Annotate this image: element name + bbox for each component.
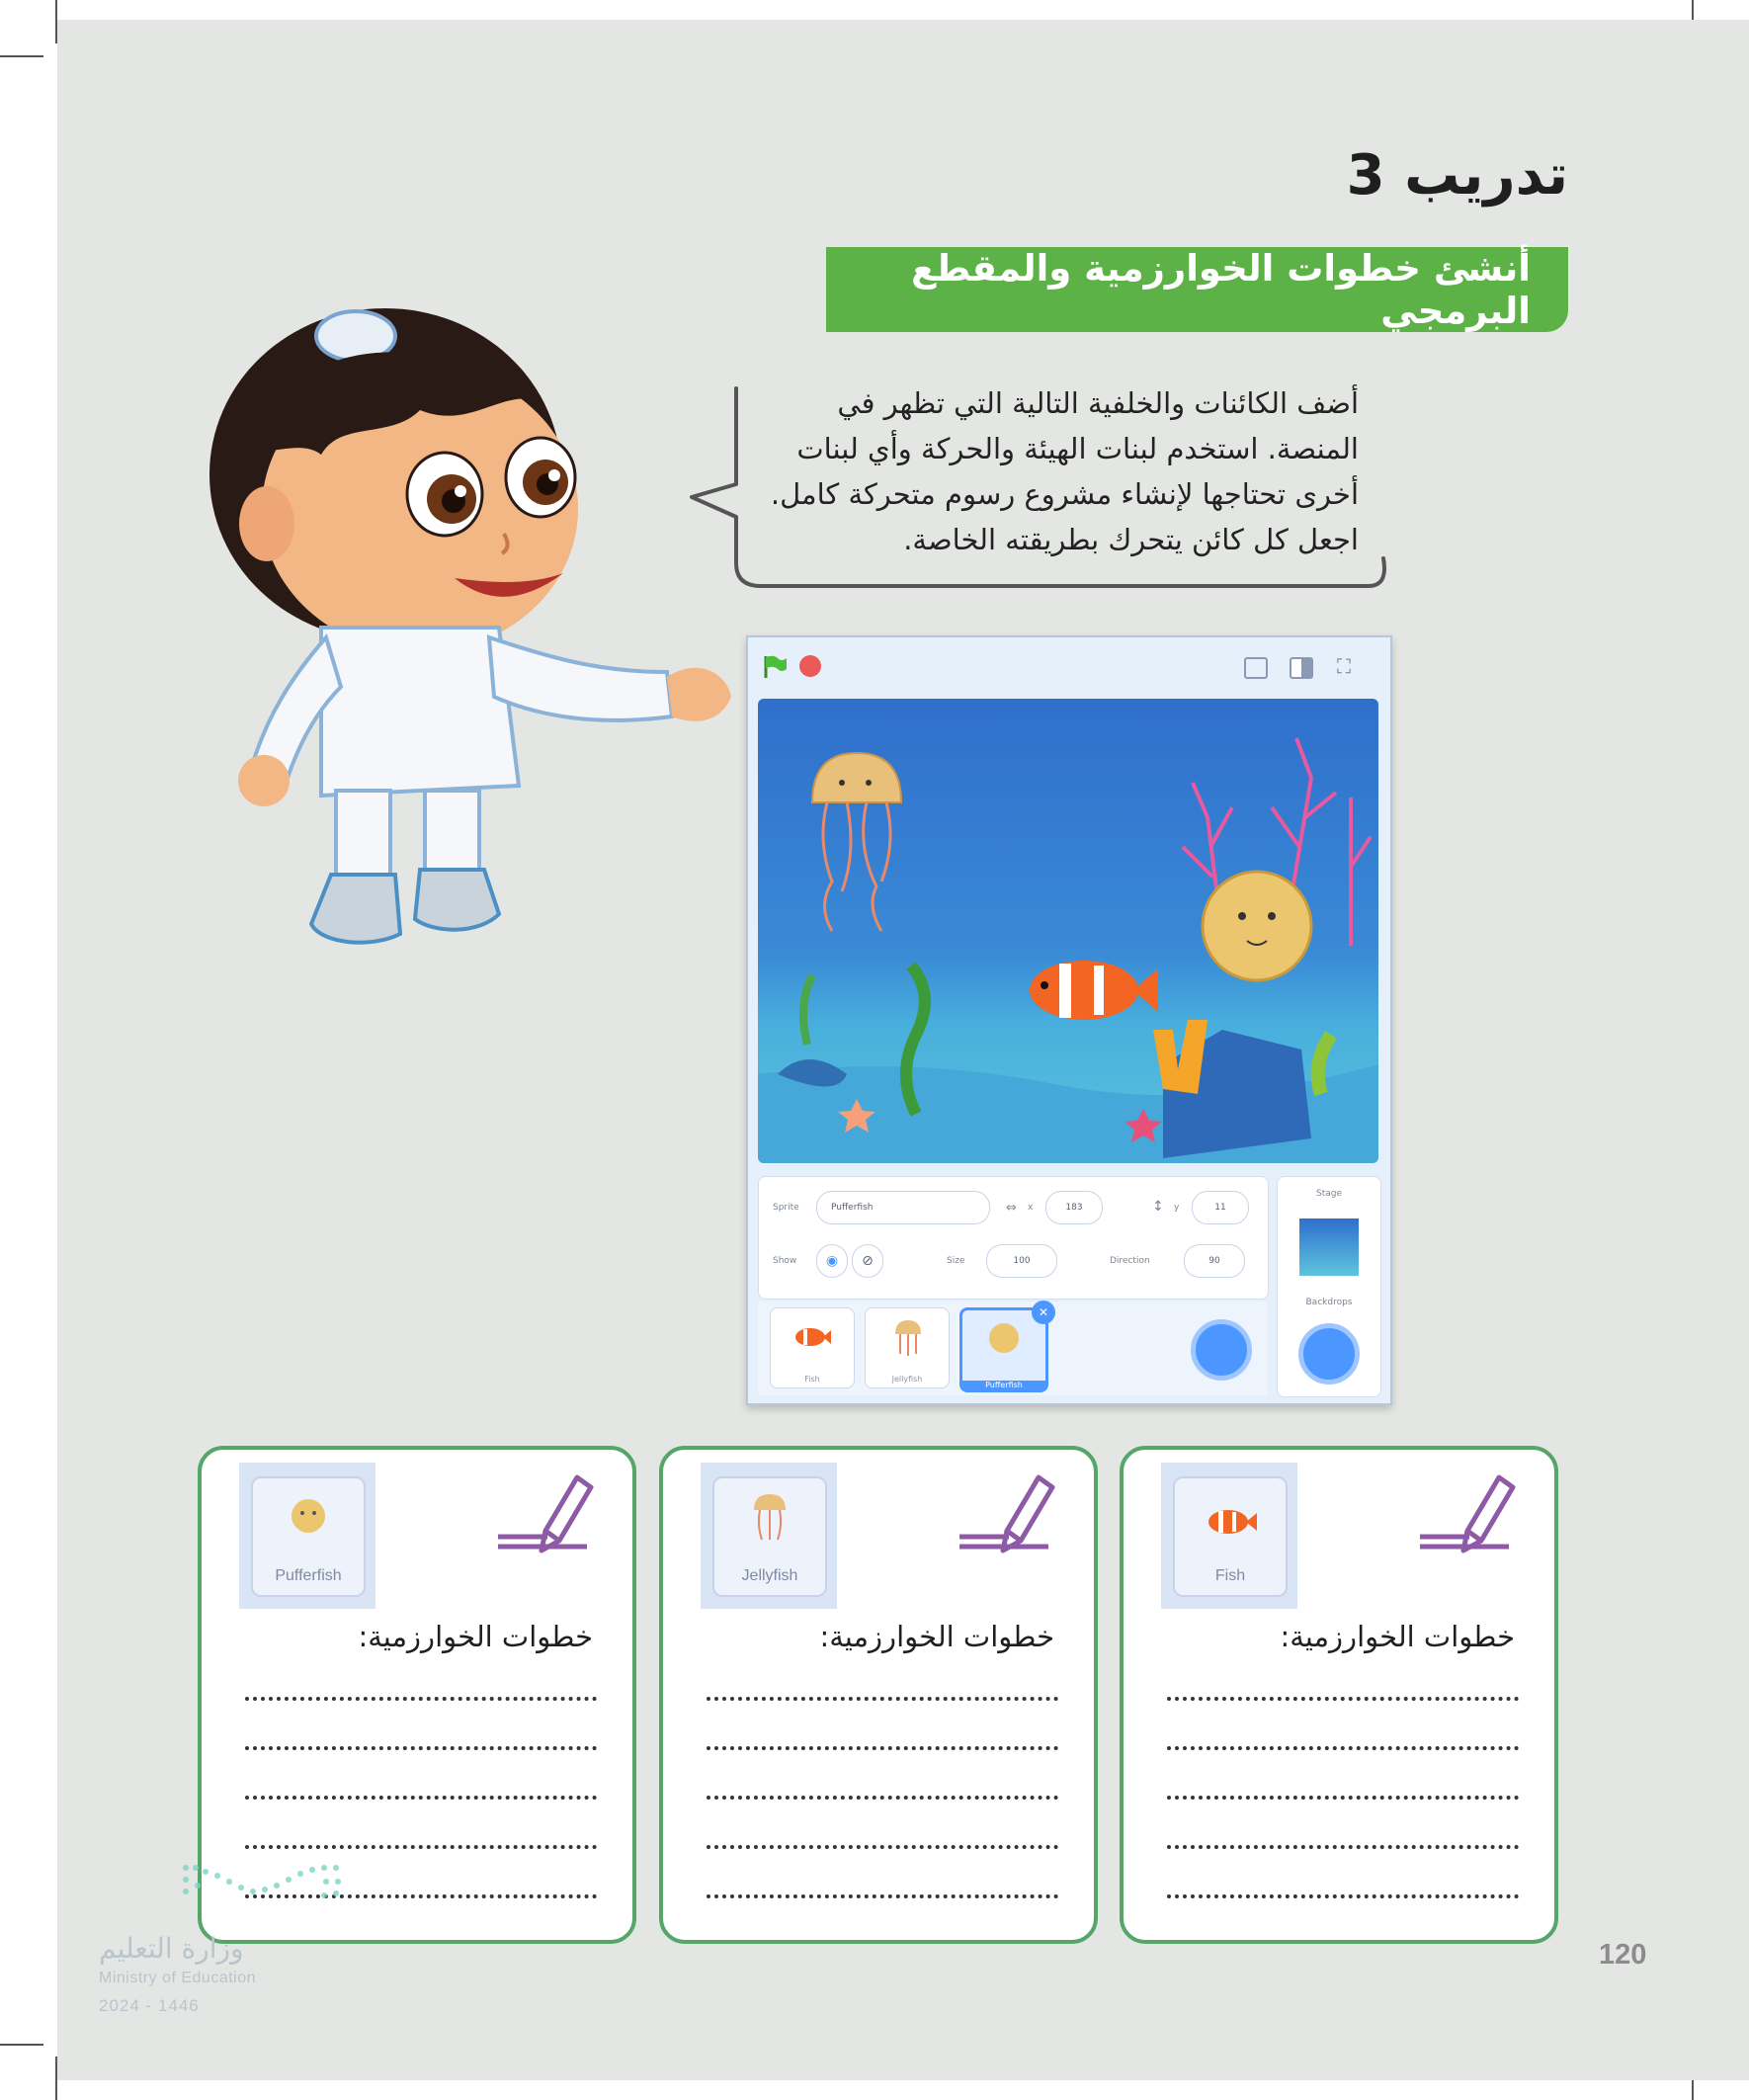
y-position-icon: ↕: [1152, 1199, 1164, 1215]
edition-year: 2024 - 1446: [99, 1996, 200, 2015]
page-number: 120: [1599, 1939, 1647, 1971]
sprite-image-label: Fish: [1214, 1567, 1246, 1584]
jellyfish-thumbnail-icon: [893, 1318, 923, 1358]
show-label: Show: [773, 1256, 797, 1266]
choose-backdrop-button[interactable]: [1298, 1323, 1360, 1385]
sprite-thumb-label: Pufferfish: [962, 1381, 1045, 1389]
scratch-editor-screenshot: [746, 635, 1392, 1405]
normal-stage-icon[interactable]: [1290, 657, 1313, 679]
fish-sprite-icon: [1205, 1504, 1258, 1540]
instructions-text: [766, 380, 1359, 562]
underwater-backdrop: [758, 699, 1378, 1163]
pencil-icon: [959, 1460, 1058, 1558]
y-field[interactable]: 11: [1192, 1191, 1249, 1224]
sprite-label: Sprite: [773, 1203, 799, 1213]
answer-line[interactable]: [1167, 1746, 1519, 1750]
stop-icon[interactable]: [799, 655, 821, 677]
size-field[interactable]: 100: [986, 1244, 1057, 1278]
instructions-line: أخرى تحتاجها لإنشاء مشروع رسوم متحركة كامل.: [770, 477, 1359, 511]
jellyfish-sprite-icon: [752, 1492, 788, 1542]
sprite-image-label: Jellyfish: [741, 1567, 798, 1584]
answer-line[interactable]: [1167, 1845, 1519, 1849]
show-eye-icon[interactable]: ◉: [816, 1244, 848, 1278]
pencil-icon: [498, 1460, 597, 1558]
sprite-thumb-pufferfish[interactable]: [959, 1307, 1048, 1392]
fish-thumbnail-icon: [792, 1324, 832, 1350]
ministry-name-arabic: وزارة التعليم: [99, 1932, 244, 1965]
x-label: x: [1028, 1203, 1034, 1213]
backdrop-thumbnail[interactable]: [1299, 1218, 1359, 1276]
sprite-image-fish: [1161, 1463, 1297, 1609]
direction-label: Direction: [1110, 1256, 1150, 1266]
sprite-image-jellyfish: [701, 1463, 837, 1609]
answer-line[interactable]: [245, 1746, 597, 1750]
answer-line[interactable]: [1167, 1894, 1519, 1898]
hide-eye-icon[interactable]: ⊘: [852, 1244, 883, 1278]
ministry-logo-dots: [178, 1858, 356, 1917]
delete-sprite-icon[interactable]: ✕: [1032, 1301, 1055, 1324]
task-banner: أنشئ خطوات الخوارزمية والمقطع البرمجي: [826, 247, 1568, 332]
sprite-image-label: Pufferfish: [275, 1567, 342, 1584]
stage-toolbar: [748, 637, 1390, 695]
green-flag-icon[interactable]: [762, 654, 788, 678]
sprite-thumb-fish[interactable]: [770, 1307, 855, 1388]
exercise-title: تدريب 3: [1346, 143, 1568, 208]
algorithm-steps-heading: خطوات الخوارزمية:: [819, 1620, 1054, 1653]
algorithm-steps-heading: خطوات الخوارزمية:: [358, 1620, 593, 1653]
crop-mark: [0, 2044, 43, 2046]
clownfish-sprite: [1030, 961, 1158, 1020]
instructions-line: المنصة. استخدم لبنات الهيئة والحركة وأي لبنات: [796, 432, 1359, 465]
small-stage-icon[interactable]: [1244, 657, 1268, 679]
stage-label: Stage: [1315, 1189, 1342, 1199]
ministry-name-english: Ministry of Education: [99, 1970, 257, 1986]
sprite-name-field[interactable]: Pufferfish: [816, 1191, 990, 1224]
answer-line[interactable]: [707, 1894, 1058, 1898]
algorithm-card-fish: [1120, 1446, 1558, 1944]
fullscreen-icon[interactable]: ⛶: [1337, 654, 1351, 678]
sprite-list: [758, 1302, 1267, 1395]
crop-mark: [0, 55, 43, 57]
sprite-thumb-label: Jellyfish: [891, 1375, 923, 1384]
algorithm-card-jellyfish: [659, 1446, 1098, 1944]
sprite-thumb-label: Fish: [804, 1375, 820, 1384]
answer-line[interactable]: [245, 1796, 597, 1800]
x-position-icon: ⇔: [1006, 1201, 1017, 1216]
size-label: Size: [947, 1256, 965, 1266]
jellyfish-sprite: [812, 753, 901, 931]
answer-line[interactable]: [707, 1746, 1058, 1750]
answer-line[interactable]: [1167, 1697, 1519, 1701]
algorithm-steps-heading: خطوات الخوارزمية:: [1280, 1620, 1515, 1653]
answer-line[interactable]: [245, 1697, 597, 1701]
instructions-line: اجعل كل كائن يتحرك بطريقته الخاصة.: [903, 523, 1359, 556]
y-label: y: [1174, 1203, 1180, 1213]
pufferfish-sprite-icon: [289, 1496, 328, 1536]
instructions-line: أضف الكائنات والخلفية التالية التي تظهر في: [837, 386, 1359, 420]
backdrops-label: Backdrops: [1305, 1298, 1353, 1307]
direction-field[interactable]: 90: [1184, 1244, 1245, 1278]
sprite-info-panel: [758, 1176, 1269, 1300]
girl-character-illustration: [173, 282, 746, 949]
answer-line[interactable]: [707, 1796, 1058, 1800]
x-field[interactable]: 183: [1045, 1191, 1103, 1224]
sprite-image-pufferfish: [239, 1463, 375, 1609]
stage-panel: [1277, 1176, 1381, 1397]
pufferfish-sprite: [1203, 872, 1311, 980]
stage-canvas: [758, 699, 1378, 1163]
pencil-icon: [1420, 1460, 1519, 1558]
sprite-thumb-jellyfish[interactable]: [865, 1307, 950, 1388]
answer-line[interactable]: [245, 1845, 597, 1849]
choose-sprite-button[interactable]: [1191, 1319, 1252, 1381]
answer-line[interactable]: [707, 1845, 1058, 1849]
pufferfish-thumbnail-icon: [986, 1320, 1022, 1356]
answer-line[interactable]: [1167, 1796, 1519, 1800]
answer-line[interactable]: [707, 1697, 1058, 1701]
